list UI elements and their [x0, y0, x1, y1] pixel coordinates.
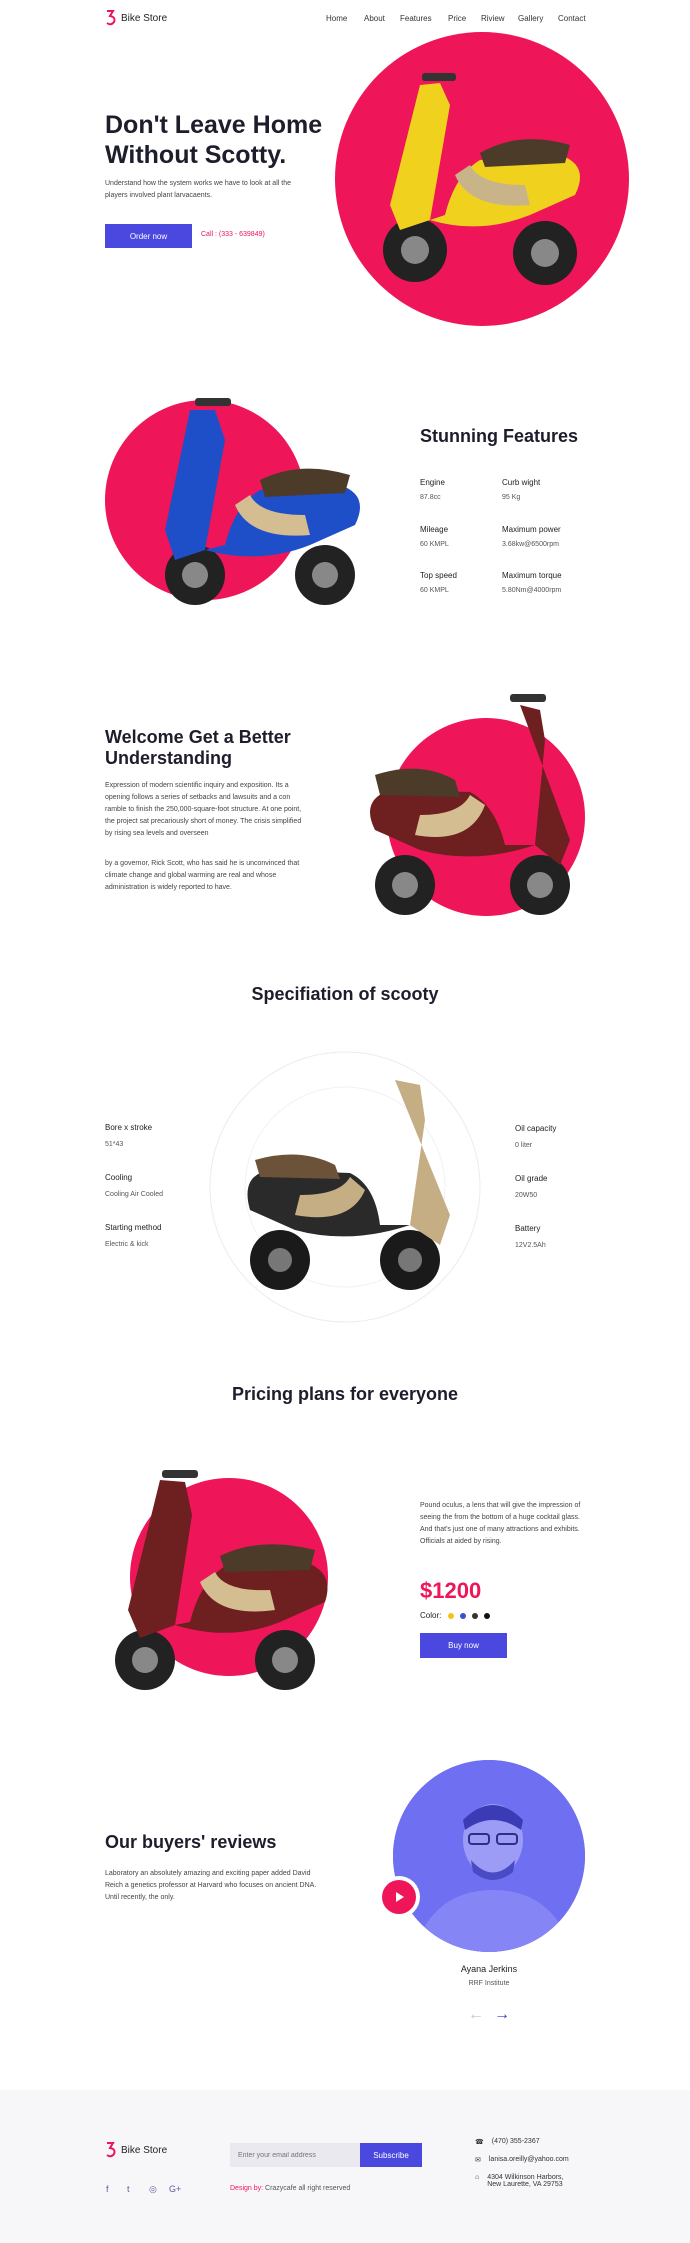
design-credit — [230, 2185, 350, 2192]
welcome-paragraph-2: by a governor, Rick Scott, who has said he is unconvinced that climate change and global warming are real and whose administration is widely reported to have. — [105, 860, 300, 891]
instagram-icon[interactable]: ◎ — [149, 2184, 157, 2194]
hero-title: Don't Leave Home Without Scotty. — [105, 111, 323, 169]
nav-contact[interactable]: Contact — [558, 14, 586, 23]
design-credit-name: Crazycafe all right reserved — [265, 2185, 351, 2192]
spec-oil-capacity-label: Oil capacity — [515, 1124, 557, 1133]
buy-now-button[interactable]: Buy now — [420, 1633, 507, 1658]
reviewer-avatar-icon — [393, 1760, 585, 1952]
hero-subtitle: Understand how the system works we have to look at all the players involved plant larvacaents. — [105, 180, 291, 199]
feature-torque-label: Maximum torque — [502, 571, 562, 580]
contact-address — [475, 2174, 564, 2188]
mail-icon: ✉ — [475, 2157, 481, 2164]
facebook-icon[interactable]: f — [106, 2184, 109, 2194]
nav-features[interactable]: Features — [400, 14, 432, 23]
maroon-scooter-image — [345, 680, 585, 930]
spec-oil-grade-label: Oil grade — [515, 1174, 548, 1183]
order-now-button[interactable]: Order now — [105, 224, 192, 248]
color-swatch-dark-gray[interactable] — [472, 1613, 478, 1619]
feature-mileage-label: Mileage — [420, 525, 449, 534]
color-swatch-blue[interactable] — [460, 1613, 466, 1619]
spec-battery-value: 12V2.5Ah — [515, 1242, 546, 1249]
spec-cooling-label: Cooling — [105, 1173, 133, 1182]
pricing-maroon-scooter-image — [100, 1460, 340, 1705]
nav-price[interactable]: Price — [448, 14, 467, 23]
google-plus-icon[interactable]: G+ — [169, 2184, 182, 2194]
contact-email — [475, 2156, 569, 2164]
spec-starting-label: Starting method — [105, 1223, 162, 1232]
design-credit-label: Design by: — [230, 2185, 264, 2192]
brand-name: Bike Store — [121, 12, 168, 24]
nav-gallery[interactable]: Gallery — [518, 14, 544, 23]
yellow-scooter-image — [360, 45, 600, 295]
blue-scooter-image — [135, 380, 375, 620]
feature-mileage-value: 60 KMPL — [420, 541, 449, 548]
reviewer-photo — [393, 1760, 585, 1952]
call-number[interactable]: Call : (333 - 639849) — [201, 231, 265, 238]
feature-power-label: Maximum power — [502, 525, 561, 534]
pricing-description: Pound oculus, a lens that will give the impression of seeing the from the bottom of a huge cocktail glass. And that's just one of many attractions and exhibits. Officials at aided by rising. — [420, 1502, 581, 1545]
pricing-title: Pricing plans for everyone — [231, 1384, 459, 1404]
phone-number[interactable]: (470) 355-2367 — [491, 2138, 540, 2145]
next-review-arrow-icon[interactable]: → — [494, 2006, 510, 2023]
subscribe-button[interactable]: Subscribe — [360, 2143, 422, 2167]
email-address[interactable]: lanisa.oreilly@yahoo.com — [488, 2156, 569, 2163]
location-icon: ⌂ — [475, 2174, 480, 2181]
newsletter-email-input[interactable] — [230, 2143, 360, 2167]
spec-oil-capacity-value: 0 liter — [515, 1142, 533, 1149]
spec-cooling-value: Cooling Air Cooled — [105, 1191, 163, 1198]
contact-phone — [475, 2138, 540, 2146]
feature-weight-label: Curb wight — [502, 478, 541, 487]
welcome-paragraph-1: Expression of modern scientific inquiry and exposition. Its a opening follows a series of setbacks and lawsuits and a con ramble to finish the 250,000-square-foot structure. At one point, the project sat precariously short of money. The crisis simplified by rising sea levels and overseen — [105, 782, 302, 837]
feature-engine-label: Engine — [420, 478, 445, 487]
nav-home[interactable]: Home — [326, 14, 348, 23]
feature-speed-label: Top speed — [420, 571, 457, 580]
spec-bore-label: Bore x stroke — [105, 1123, 153, 1132]
bike-store-logo-icon — [105, 10, 117, 26]
spec-oil-grade-value: 20W50 — [515, 1192, 538, 1199]
spec-starting-value: Electric & kick — [105, 1241, 149, 1248]
color-label: Color: — [420, 1611, 442, 1620]
footer-brand-logo[interactable] — [105, 2142, 167, 2158]
feature-power-value: 3.68kw@6500rpm — [502, 541, 559, 548]
address-line-2: New Laurette, VA 29753 — [487, 2181, 563, 2188]
spec-battery-label: Battery — [515, 1224, 541, 1233]
nav-about[interactable]: About — [364, 14, 385, 23]
feature-engine-value: 87.8cc — [420, 494, 441, 501]
spec-title: Specifiation of scooty — [251, 984, 439, 1004]
play-video-button[interactable] — [378, 1876, 420, 1918]
black-scooter-image — [230, 1065, 460, 1300]
nav-review[interactable]: Riview — [481, 14, 505, 23]
play-icon — [393, 1891, 405, 1903]
reviews-text: Laboratory an absolutely amazing and exciting paper added David Reich a genetics professor at Harvard who focuses on ancient DNA. Until recently, the only. — [105, 1870, 317, 1901]
spec-bore-value: 51*43 — [105, 1141, 124, 1148]
pricing-price: $1200 — [420, 1578, 482, 1603]
footer-bike-store-logo-icon — [105, 2142, 117, 2158]
feature-speed-value: 60 KMPL — [420, 587, 449, 594]
feature-weight-value: 95 Kg — [502, 494, 521, 501]
welcome-title: Welcome Get a Better Understanding — [105, 727, 291, 768]
feature-torque-value: 5.80Nm@4000rpm — [502, 587, 562, 594]
color-swatch-black[interactable] — [484, 1613, 490, 1619]
reviews-title: Our buyers' reviews — [105, 1832, 277, 1852]
footer-brand-name: Bike Store — [121, 2144, 168, 2156]
prev-review-arrow-icon[interactable]: ← — [468, 2006, 484, 2023]
play-icon-circle — [382, 1880, 416, 1914]
features-title: Stunning Features — [420, 426, 579, 446]
color-swatch-yellow[interactable] — [448, 1613, 454, 1619]
reviewer-role: RRF Institute — [468, 1980, 510, 1987]
phone-icon: ☎ — [475, 2139, 484, 2146]
reviewer-name: Ayana Jerkins — [460, 1964, 518, 1974]
color-picker — [420, 1611, 490, 1620]
address-line-1: 4304 Wilkinson Harbors, — [487, 2174, 564, 2181]
brand-logo[interactable] — [105, 10, 167, 26]
twitter-icon[interactable]: t — [127, 2184, 130, 2194]
